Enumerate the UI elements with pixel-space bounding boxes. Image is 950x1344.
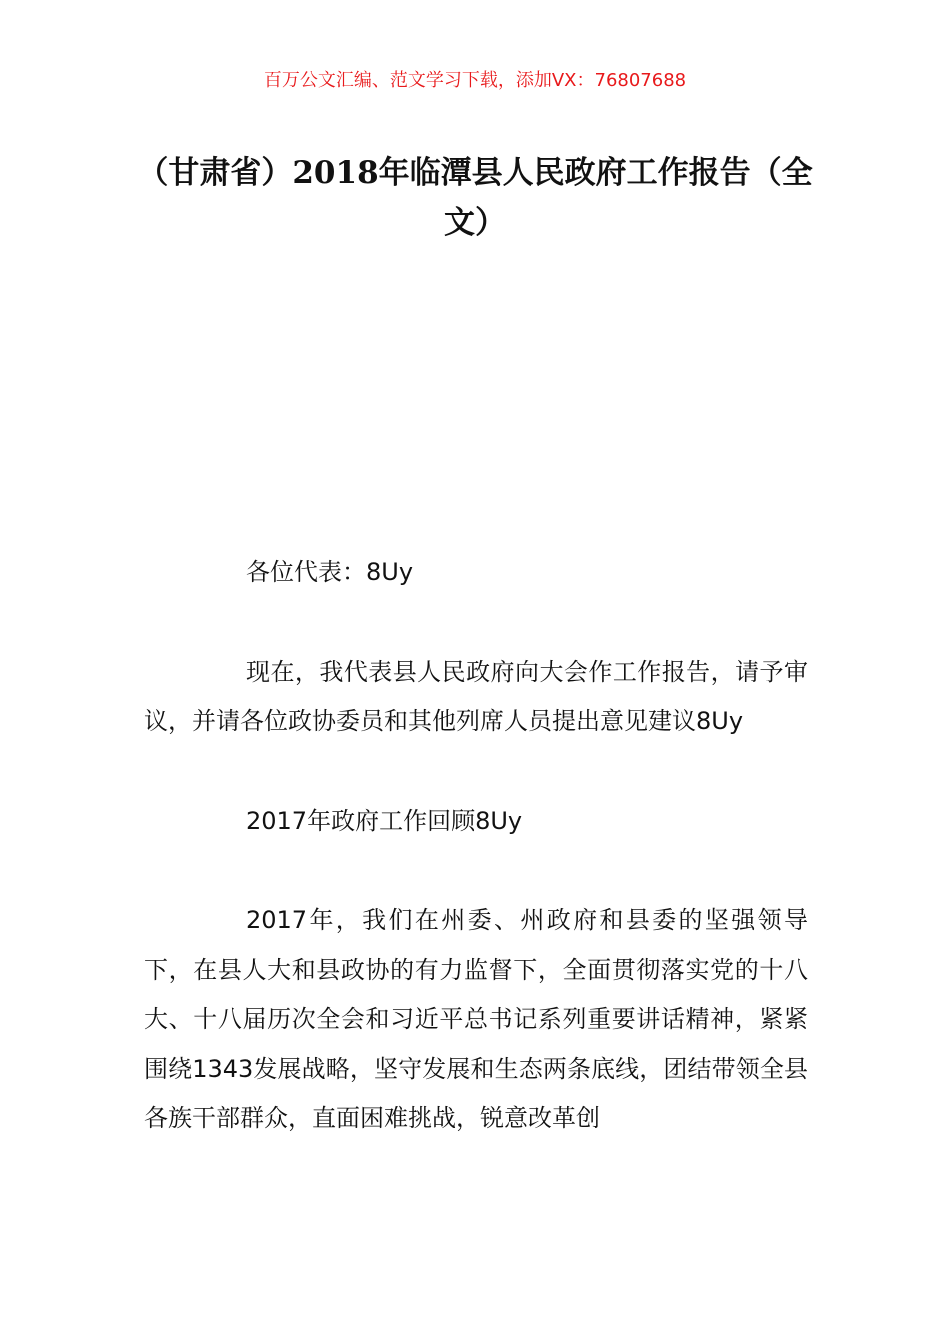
document-body xyxy=(144,548,808,1194)
paragraph-review: 2017年，我们在州委、州政府和县委的坚强领导下，在县人大和县政协的有力监督下，全面贯彻落实党的十八大、十八届历次全会和习近平总书记系列重要讲话精神，紧紧围绕1343发展战略，坚守发展和生态两条底线，团结带领全县各族干部群众，直面困难挑战，锐意改革创 xyxy=(144,906,808,1132)
paragraph-salutation: 各位代表：8Uy xyxy=(246,558,414,586)
header-watermark-note: 百万公文汇编、范文学习下载，添加VX：76807688 xyxy=(263,70,687,91)
paragraph-section-heading: 2017年政府工作回顾8Uy xyxy=(246,806,523,835)
paragraph-intro: 现在，我代表县人民政府向大会作工作报告，请予审议，并请各位政协委员和其他列席人员提出意见建议8Uy xyxy=(144,657,808,735)
document-title: （甘肃省）2018年临潭县人民政府工作报告（全文） xyxy=(137,155,813,241)
